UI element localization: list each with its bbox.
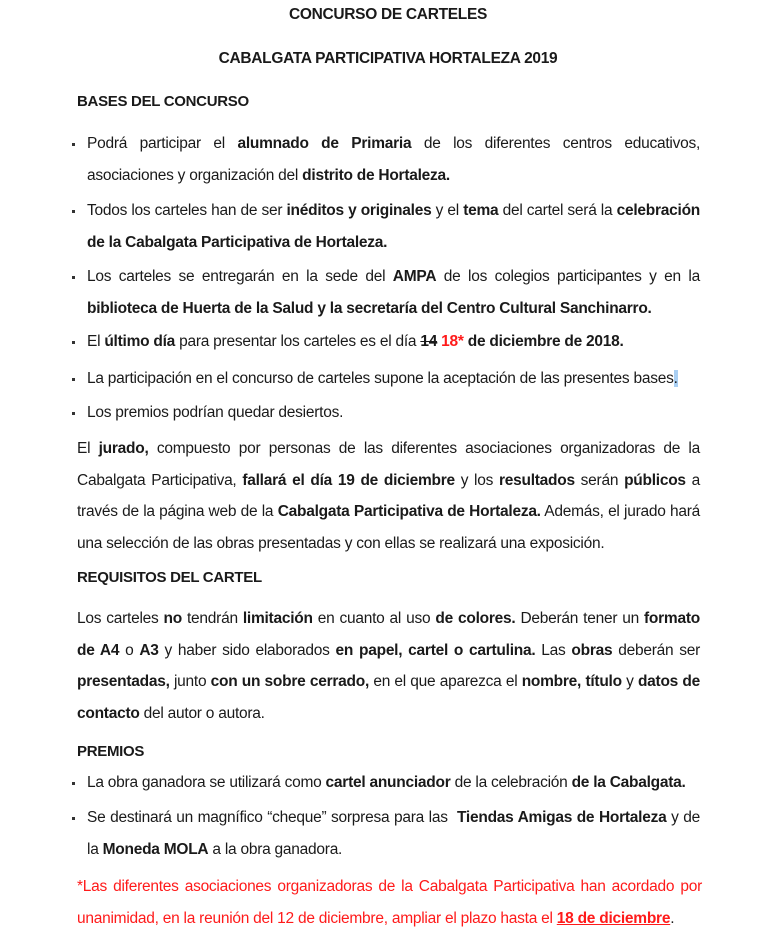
list-item-text: La obra ganadora se utilizará como cartel anunciador de la celebración de la Cabalgata. [87, 774, 686, 791]
bases-list-item [70, 397, 700, 429]
list-item-text: Podrá participar el alumnado de Primaria de los diferentes centros educativos, asociaciones y organización del distrito de Hortaleza. [87, 135, 700, 184]
old-date: 14 [420, 333, 438, 350]
bases-list-item [70, 195, 700, 259]
bases-list-item [70, 363, 700, 395]
extended-deadline: 18 de diciembre [556, 909, 671, 927]
new-date: 18* [441, 333, 464, 350]
list-item-text: Se destinará un magnífico “cheque” sorpresa para las Tiendas Amigas de Hortaleza y de la Moneda MOLA a la obra ganadora. [87, 809, 705, 858]
section-heading-bases: BASES DEL CONCURSO [77, 93, 249, 110]
premios-list-item [70, 767, 700, 799]
list-item-text: Los premios podrían quedar desiertos. [87, 404, 344, 421]
premios-list-item [70, 802, 705, 866]
deadline-extension-note: *Las diferentes asociaciones organizadoras de la Cabalgata Participativa han acordado por unanimidad, en la reunión del 12 de diciembre, ampliar el plazo hasta el 18 de diciembre. [77, 878, 702, 927]
section-heading-requisitos: REQUISITOS DEL CARTEL [77, 569, 262, 586]
bases-list-item [70, 128, 700, 192]
list-item-text: La participación en el concurso de carteles supone la aceptación de las presentes bases. [87, 370, 678, 387]
text-cursor-selection: . [673, 370, 678, 387]
bases-list-item [70, 326, 700, 358]
list-item-text: El último día para presentar los carteles es el día 14 18* de diciembre de 2018. [87, 333, 624, 350]
document-subtitle: CABALGATA PARTICIPATIVA HORTALEZA 2019 [218, 50, 558, 67]
requisitos-paragraph: Los carteles no tendrán limitación en cuanto al uso de colores. Deberán tener un formato de A4 o A3 y haber sido elaborados en papel, cartel o cartulina. Las obras deberán ser presentadas, junto con un sobre cerrado, en el que aparezca el nombre, título y datos de contacto del autor o autora. [77, 610, 701, 722]
list-item-text: Los carteles se entregarán en la sede del AMPA de los colegios participantes y en la biblioteca de Huerta de la Salud y la secretaría del Centro Cultural Sanchinarro. [87, 268, 700, 317]
jury-paragraph: El jurado, compuesto por personas de las diferentes asociaciones organizadoras de la Cabalgata Participativa, fallará el día 19 de diciembre y los resultados serán públicos a través de la página web de la Cabalgata Participativa de Hortaleza. Además, el jurado hará una selección de las obras presentadas y con ellas se realizará una exposición. [77, 440, 701, 552]
document-title: CONCURSO DE CARTELES [288, 6, 488, 23]
bases-list-item [70, 261, 700, 325]
list-item-text: Todos los carteles han de ser inéditos y originales y el tema del cartel será la celebración de la Cabalgata Participativa de Hortaleza. [87, 202, 701, 251]
section-heading-premios: PREMIOS [77, 743, 145, 760]
